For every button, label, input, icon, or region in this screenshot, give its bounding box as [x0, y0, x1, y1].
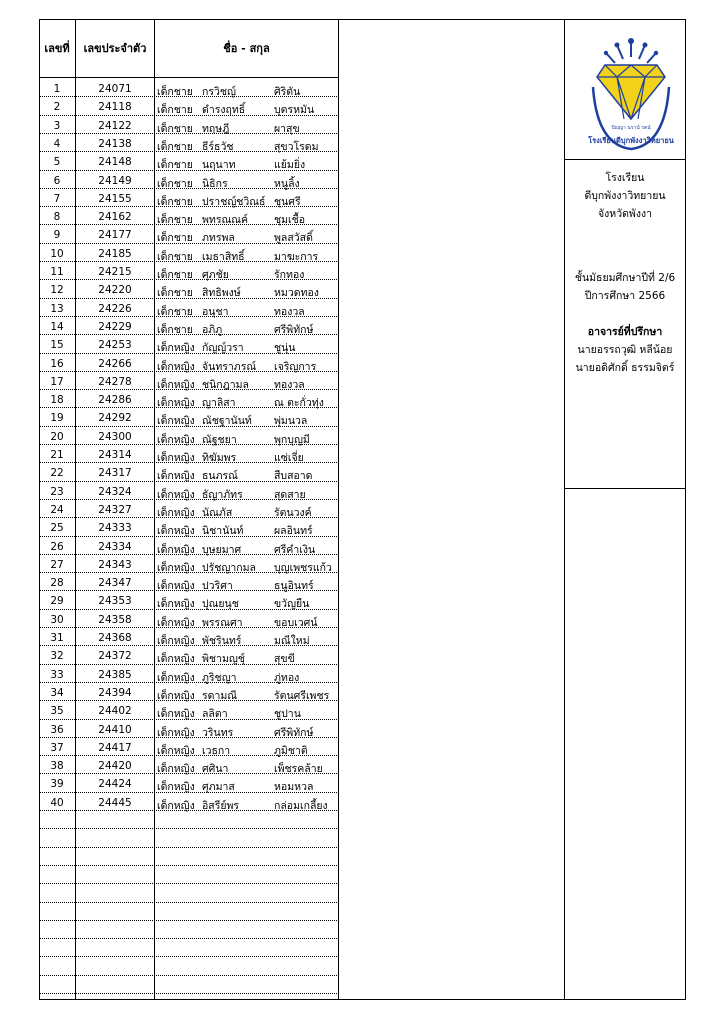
student-id: 24300	[98, 430, 132, 443]
row-number: 11	[50, 266, 64, 278]
last-name: ขวัญยืน	[274, 598, 310, 611]
first-name: รดามณี	[202, 689, 238, 702]
first-name: ปรัชญากมล	[202, 561, 256, 574]
name-title: เด็กชาย	[157, 323, 193, 336]
row-divider	[39, 792, 339, 793]
name-title: เด็กหญิง	[157, 598, 195, 611]
row-divider	[39, 883, 339, 884]
name-title: เด็กหญิง	[157, 378, 195, 391]
row-number: 17	[50, 375, 64, 388]
first-name: อนุชา	[202, 305, 229, 318]
row-divider	[39, 938, 339, 939]
advisor-title: อาจารย์ที่ปรึกษา	[587, 326, 663, 338]
last-name: ผาสุข	[274, 122, 300, 135]
row-number: 34	[50, 686, 64, 699]
header-no: เลขที่	[44, 42, 70, 55]
first-name: กรวิชญ์	[202, 86, 236, 98]
school-logo	[587, 27, 675, 155]
first-name: ลลิตา	[202, 708, 228, 721]
last-name: ศรีพิทักษ์	[274, 726, 314, 739]
header-name: ชื่อ - สกุล	[223, 42, 270, 55]
name-title: เด็กหญิง	[157, 470, 195, 483]
student-id: 24420	[98, 760, 132, 773]
name-title: เด็กหญิง	[157, 342, 195, 355]
row-divider	[39, 151, 339, 152]
last-name: พุ่มนวล	[274, 415, 308, 428]
name-title: เด็กชาย	[157, 159, 193, 172]
student-id: 24278	[98, 375, 132, 388]
name-title: เด็กชาย	[157, 287, 193, 300]
logo-motto: ปัญฺญา นรานํ รตนํ	[611, 125, 651, 131]
student-id: 24410	[98, 723, 132, 736]
row-divider	[39, 773, 339, 774]
row-divider	[39, 316, 339, 317]
student-id: 24347	[98, 577, 132, 590]
first-name: ดำรงฤทธิ์	[202, 104, 246, 117]
row-number: 21	[50, 449, 64, 461]
student-id: 24394	[98, 686, 132, 699]
row-number: 16	[50, 357, 64, 370]
student-id: 24292	[98, 412, 132, 425]
first-name: นัณภัส	[202, 506, 233, 519]
name-title: เด็กหญิง	[157, 616, 195, 629]
name-title: เด็กหญิง	[157, 543, 195, 556]
student-id: 24327	[98, 503, 132, 516]
name-title: เด็กชาย	[157, 86, 193, 98]
row-divider	[39, 682, 339, 683]
last-name: ทองวล	[274, 378, 305, 391]
row-number: 39	[50, 778, 64, 791]
name-title: เด็กหญิง	[157, 488, 195, 501]
row-number: 25	[50, 522, 64, 535]
last-name: หนูลิ้ง	[274, 177, 300, 190]
row-divider	[39, 170, 339, 171]
row-number: 12	[50, 284, 64, 297]
last-name: รัตนศรีเพชร	[274, 689, 330, 702]
row-divider	[39, 261, 339, 262]
last-name: แย้มยิ่ง	[274, 159, 306, 172]
student-id: 24445	[98, 796, 132, 809]
last-name: เจริญการ	[274, 360, 317, 373]
crown-icon	[604, 38, 658, 63]
last-name: เพ็ชรคล้าย	[274, 763, 323, 776]
name-title: เด็กชาย	[157, 269, 193, 281]
row-divider	[39, 481, 339, 482]
name-title: เด็กหญิง	[157, 781, 195, 794]
row-number: 26	[50, 540, 64, 553]
student-id: 24177	[98, 229, 132, 242]
row-divider	[39, 645, 339, 646]
row-number: 5	[53, 156, 61, 169]
name-title: เด็กหญิง	[157, 689, 195, 702]
student-id: 24138	[98, 137, 132, 150]
first-name: ภูริชญา	[202, 671, 237, 684]
name-title: เด็กชาย	[157, 305, 193, 318]
row-divider	[39, 444, 339, 445]
first-name: นฤนาท	[202, 159, 236, 172]
name-title: เด็กชาย	[157, 232, 193, 245]
last-name: ธนูอินทร์	[274, 580, 314, 593]
student-id: 24286	[98, 394, 132, 407]
last-name: สุขวโรดม	[274, 140, 319, 153]
row-divider	[39, 902, 339, 903]
first-name: ธนภรณ์	[202, 470, 238, 483]
class-info	[565, 169, 685, 377]
divider	[564, 488, 685, 489]
last-name: พุกบุญมี	[274, 433, 310, 446]
row-divider	[39, 96, 339, 97]
name-title: เด็กชาย	[157, 122, 193, 135]
name-title: เด็กหญิง	[157, 452, 195, 464]
row-divider	[39, 737, 339, 738]
divider	[39, 77, 339, 78]
row-number: 40	[50, 796, 64, 809]
row-divider	[39, 572, 339, 573]
student-id: 24372	[98, 650, 132, 663]
row-number: 33	[50, 668, 64, 681]
row-number: 3	[53, 119, 61, 132]
school-province: จังหวัดพังงา	[598, 208, 652, 220]
student-id: 24333	[98, 522, 132, 535]
advisor-name: นายอดิศักดิ์ ธรรมจิตร์	[575, 362, 675, 374]
row-number: 35	[50, 705, 64, 718]
name-title: เด็กหญิง	[157, 653, 195, 666]
name-title: เด็กหญิง	[157, 799, 195, 812]
first-name: ณัฐชยา	[202, 433, 237, 446]
first-name: ปราชญ์ชวิณธ์	[202, 195, 266, 208]
logo-ring-text: โรงเรียนดีบุกพังงาวิทยายน	[588, 136, 674, 145]
last-name: รัตนวงค์	[274, 506, 312, 519]
first-name: ศุภชัย	[202, 269, 229, 281]
last-name: หมวดทอง	[274, 287, 319, 300]
first-name: นิธิกร	[202, 177, 228, 190]
last-name: ภูมิชาติ	[274, 744, 308, 757]
last-name: ผลอินทร์	[274, 525, 313, 538]
first-name: พัชรินทร์	[202, 635, 242, 647]
row-divider	[39, 975, 339, 976]
row-divider	[39, 353, 339, 354]
student-id: 24226	[98, 302, 132, 315]
name-title: เด็กหญิง	[157, 671, 195, 684]
row-number: 4	[53, 137, 61, 150]
first-name: ภทรพล	[202, 232, 235, 245]
student-id: 24368	[98, 632, 132, 644]
row-divider	[39, 133, 339, 134]
first-name: นิชานันท์	[202, 525, 244, 538]
row-divider	[39, 206, 339, 207]
student-id: 24185	[98, 247, 132, 260]
student-id: 24402	[98, 705, 132, 718]
row-number: 9	[53, 229, 61, 242]
first-name: ณัชฐานันท์	[202, 415, 252, 428]
name-title: เด็กหญิง	[157, 525, 195, 538]
row-divider	[39, 334, 339, 335]
row-divider	[39, 517, 339, 518]
student-id: 24424	[98, 778, 132, 791]
first-name: กัญญ์วรา	[202, 342, 244, 355]
row-divider	[39, 719, 339, 720]
first-name: บุษยมาศ	[202, 543, 242, 556]
first-name: จันทราภรณ์	[202, 360, 257, 373]
name-title: เด็กหญิง	[157, 726, 195, 739]
student-id: 24253	[98, 339, 132, 352]
academic-year: ปีการศึกษา 2566	[584, 290, 666, 302]
row-number: 30	[50, 613, 64, 626]
last-name: ศรีคำเงิน	[274, 543, 316, 556]
student-id: 24343	[98, 558, 132, 571]
last-name: ทองวล	[274, 305, 305, 318]
last-name: ชูปาน	[274, 708, 301, 721]
last-name: แซ่เจี่ย	[274, 452, 304, 464]
name-title: เด็กชาย	[157, 195, 193, 208]
first-name: ธีร์ธวัช	[202, 140, 234, 153]
name-title: เด็กชาย	[157, 104, 193, 117]
row-number: 6	[53, 174, 61, 187]
name-title: เด็กหญิง	[157, 433, 195, 446]
row-divider	[39, 389, 339, 390]
last-name: หอมหวล	[274, 781, 314, 794]
first-name: ทฤษฎี	[202, 122, 230, 135]
row-divider	[39, 371, 339, 372]
last-name: ศรีพิทักษ์	[274, 323, 314, 336]
row-divider	[39, 847, 339, 848]
first-name: ปุณยนุช	[202, 598, 239, 611]
name-title: เด็กหญิง	[157, 635, 195, 647]
school-name: ดีบุกพังงาวิทยายน	[584, 190, 666, 202]
row-number: 28	[50, 577, 64, 590]
student-id: 24324	[98, 485, 132, 498]
row-number: 36	[50, 723, 64, 736]
row-divider	[39, 993, 339, 994]
last-name: มาฆะการ	[274, 250, 319, 263]
school-label: โรงเรียน	[605, 172, 645, 184]
last-name: พูลสวัสดิ์	[274, 232, 313, 245]
last-name: ชูนุ่น	[274, 342, 296, 355]
first-name: ญาลิสา	[202, 397, 236, 410]
row-number: 32	[50, 650, 64, 663]
class-level: ชั้นมัธยมศึกษาปีที่ 2/6	[574, 272, 676, 284]
last-name: ชุมเชื้อ	[274, 214, 306, 227]
last-name: สืบสอาด	[274, 470, 313, 483]
row-number: 15	[50, 339, 64, 352]
row-divider	[39, 536, 339, 537]
student-id: 24220	[98, 284, 132, 297]
name-title: เด็กหญิง	[157, 561, 195, 574]
last-name: สุขขี	[274, 653, 295, 666]
row-number: 38	[50, 760, 64, 773]
row-number: 20	[50, 430, 64, 443]
first-name: ปวริศา	[202, 580, 233, 593]
row-divider	[39, 865, 339, 866]
last-name: รักทอง	[274, 269, 305, 281]
row-divider	[39, 920, 339, 921]
row-divider	[39, 115, 339, 116]
row-number: 10	[50, 247, 64, 260]
last-name: มณีใหม่	[274, 635, 310, 647]
row-number: 19	[50, 412, 64, 425]
student-id: 24215	[98, 266, 132, 278]
row-divider	[39, 554, 339, 555]
first-name: เวธกา	[202, 744, 231, 757]
student-id: 24353	[98, 595, 132, 608]
row-number: 1	[53, 83, 61, 95]
student-id: 24155	[98, 192, 132, 205]
name-title: เด็กหญิง	[157, 415, 195, 428]
name-title: เด็กชาย	[157, 140, 193, 153]
first-name: ชนิกฎามล	[202, 378, 249, 391]
row-divider	[39, 279, 339, 280]
student-id: 24385	[98, 668, 132, 681]
student-id: 24317	[98, 467, 132, 480]
row-divider	[39, 956, 339, 957]
last-name: สุดสาย	[274, 488, 306, 501]
row-number: 37	[50, 741, 64, 754]
row-divider	[39, 609, 339, 610]
last-name: ชุนศรี	[274, 195, 301, 208]
name-title: เด็กชาย	[157, 214, 193, 227]
row-number: 29	[50, 595, 64, 608]
last-name: ภู่ทอง	[274, 671, 300, 684]
row-divider	[39, 828, 339, 829]
row-divider	[39, 243, 339, 244]
first-name: วรินทร	[202, 726, 234, 739]
name-title: เด็กหญิง	[157, 360, 195, 373]
student-id: 24071	[98, 83, 132, 95]
student-id: 24162	[98, 211, 132, 224]
student-id: 24266	[98, 357, 132, 370]
row-divider	[39, 407, 339, 408]
divider	[564, 19, 565, 999]
last-name: ขอบเวศน์	[274, 616, 318, 629]
student-id: 24149	[98, 174, 132, 187]
row-number: 31	[50, 632, 64, 644]
name-title: เด็กหญิง	[157, 506, 195, 519]
row-divider	[39, 224, 339, 225]
last-name: บุตรหมัน	[274, 104, 315, 117]
last-name: บุญเพชรแก้ว	[274, 561, 332, 574]
first-name: ทิฆัมพร	[202, 452, 237, 464]
first-name: อิสรีย์พร	[202, 799, 240, 812]
first-name: สิทธิพงษ์	[202, 287, 241, 300]
first-name: พิชามญชุ์	[202, 653, 245, 666]
name-title: เด็กหญิง	[157, 744, 195, 757]
row-number: 13	[50, 302, 64, 315]
first-name: ธัญาภัทร	[202, 488, 243, 501]
row-divider	[39, 664, 339, 665]
row-divider	[39, 188, 339, 189]
first-name: เมธาสิทธิ์	[202, 250, 245, 263]
advisor-name: นายอรรถวุฒิ หลีน้อย	[577, 344, 673, 356]
row-number: 24	[50, 503, 64, 516]
last-name: ศิริตัน	[274, 86, 301, 98]
row-number: 18	[50, 394, 64, 407]
row-divider	[39, 700, 339, 701]
row-divider	[39, 499, 339, 500]
name-title: เด็กชาย	[157, 177, 193, 190]
row-divider	[39, 590, 339, 591]
student-id: 24122	[98, 119, 132, 132]
student-id: 24118	[98, 101, 132, 114]
row-divider	[39, 627, 339, 628]
name-title: เด็กหญิง	[157, 708, 195, 721]
divider	[564, 159, 685, 160]
first-name: อภิภู	[202, 323, 223, 336]
name-title: เด็กหญิง	[157, 397, 195, 410]
name-title: เด็กหญิง	[157, 580, 195, 593]
row-number: 27	[50, 558, 64, 571]
row-number: 23	[50, 485, 64, 498]
row-divider	[39, 298, 339, 299]
student-id: 24148	[98, 156, 132, 169]
last-name: ณ ตะกั่วทุ่ง	[274, 397, 324, 410]
first-name: ศศินา	[202, 763, 229, 776]
student-id: 24334	[98, 540, 132, 553]
diamond-icon	[597, 65, 665, 119]
student-id: 24229	[98, 320, 132, 333]
first-name: พรรณศา	[202, 616, 243, 629]
row-number: 8	[53, 211, 61, 224]
row-divider	[39, 426, 339, 427]
student-id: 24358	[98, 613, 132, 626]
name-title: เด็กหญิง	[157, 763, 195, 776]
header-student-id: เลขประจำตัว	[83, 42, 147, 55]
first-name: พทรณณค์	[202, 214, 248, 227]
row-divider	[39, 810, 339, 811]
row-number: 14	[50, 320, 64, 333]
name-title: เด็กชาย	[157, 250, 193, 263]
row-number: 7	[53, 192, 61, 205]
row-number: 2	[53, 101, 61, 114]
row-divider	[39, 755, 339, 756]
first-name: ศุภมาส	[202, 781, 235, 794]
student-id: 24314	[98, 449, 132, 461]
row-divider	[39, 462, 339, 463]
student-id: 24417	[98, 741, 132, 754]
row-number: 22	[50, 467, 64, 480]
roster-table	[39, 19, 685, 999]
last-name: กล่อมเกลี้ยง	[274, 799, 328, 812]
